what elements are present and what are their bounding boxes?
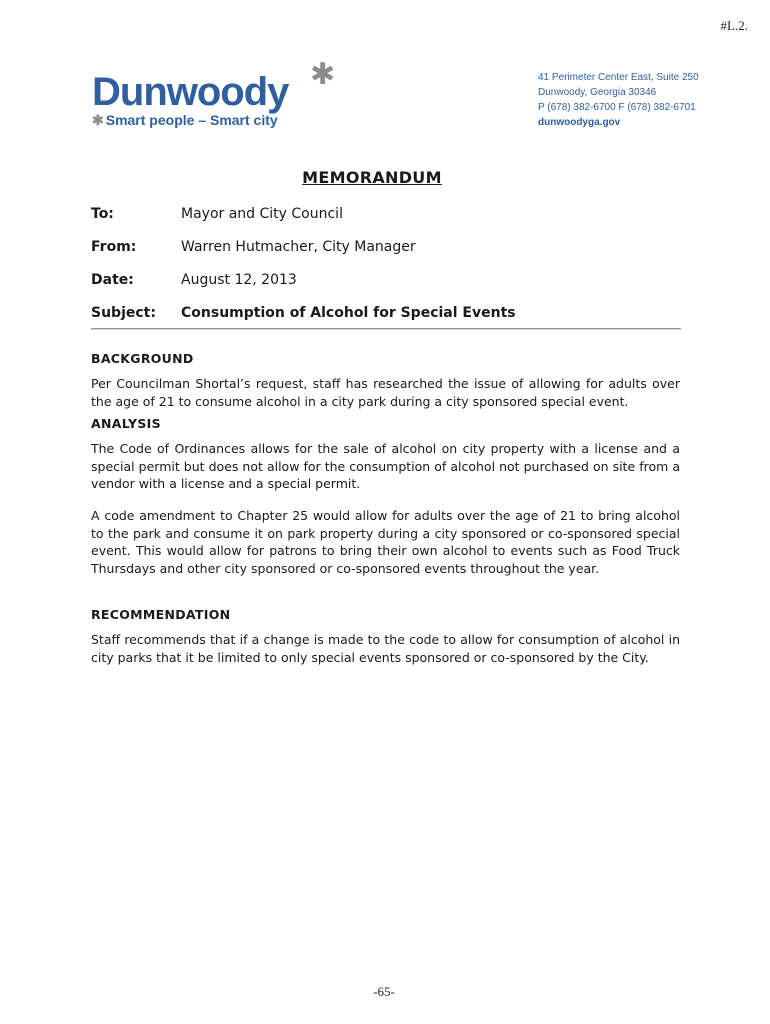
letterhead-address — [538, 70, 699, 130]
from-label: From: — [91, 239, 137, 255]
dunwoody-logo — [92, 57, 336, 130]
date-label: Date: — [91, 272, 134, 288]
phone-fax: P (678) 382-6700 F (678) 382-6701 — [538, 102, 696, 113]
asterisk-icon: ✱ — [92, 112, 104, 128]
analysis-paragraph-2: A code amendment to Chapter 25 would allow for adults over the age of 21 to bring alcohol to the park and consume it on park property during a city sponsored or co-sponsored special event. This would allow for patrons to bring their own alcohol to events such as Food Truck Thursdays and other city sponsored or co-sponsored events throughout the year. — [91, 508, 680, 576]
to-value: Mayor and City Council — [181, 206, 343, 222]
analysis-paragraph-1: The Code of Ordinances allows for the sale of alcohol on city property with a license and a special permit but does not allow for the consumption of alcohol not purchased on site from a vendor with a license and a special permit. — [91, 441, 680, 491]
logo-tagline — [92, 112, 278, 129]
from-value: Warren Hutmacher, City Manager — [181, 239, 416, 255]
logo-wordmark: Dunwoody — [92, 70, 289, 114]
analysis-heading: ANALYSIS — [91, 416, 161, 431]
header-divider — [91, 328, 681, 330]
address-line-2: Dunwoody, Georgia 30346 — [538, 87, 657, 98]
memo-title: MEMORANDUM — [302, 168, 442, 187]
website-link[interactable]: dunwoodyga.gov — [538, 117, 621, 128]
logo-tagline-text: Smart people – Smart city — [105, 112, 278, 128]
date-value: August 12, 2013 — [181, 272, 297, 288]
to-label: To: — [91, 206, 114, 222]
asterisk-icon: ✱ — [310, 57, 336, 92]
page-number: -65- — [373, 984, 395, 999]
subject-label: Subject: — [91, 305, 156, 321]
page-reference: #L.2. — [720, 18, 748, 33]
background-heading: BACKGROUND — [91, 351, 194, 366]
subject-value: Consumption of Alcohol for Special Events — [181, 305, 516, 321]
address-line-1: 41 Perimeter Center East, Suite 250 — [538, 72, 699, 83]
recommendation-paragraph: Staff recommends that if a change is made to the code to allow for consumption of alcohol in city parks that it be limited to only special events sponsored or co-sponsored by the City. — [91, 632, 680, 665]
background-paragraph: Per Councilman Shortal’s request, staff has researched the issue of allowing for adults over the age of 21 to consume alcohol in a city park during a city sponsored special event. — [91, 376, 680, 409]
recommendation-heading: RECOMMENDATION — [91, 607, 231, 622]
